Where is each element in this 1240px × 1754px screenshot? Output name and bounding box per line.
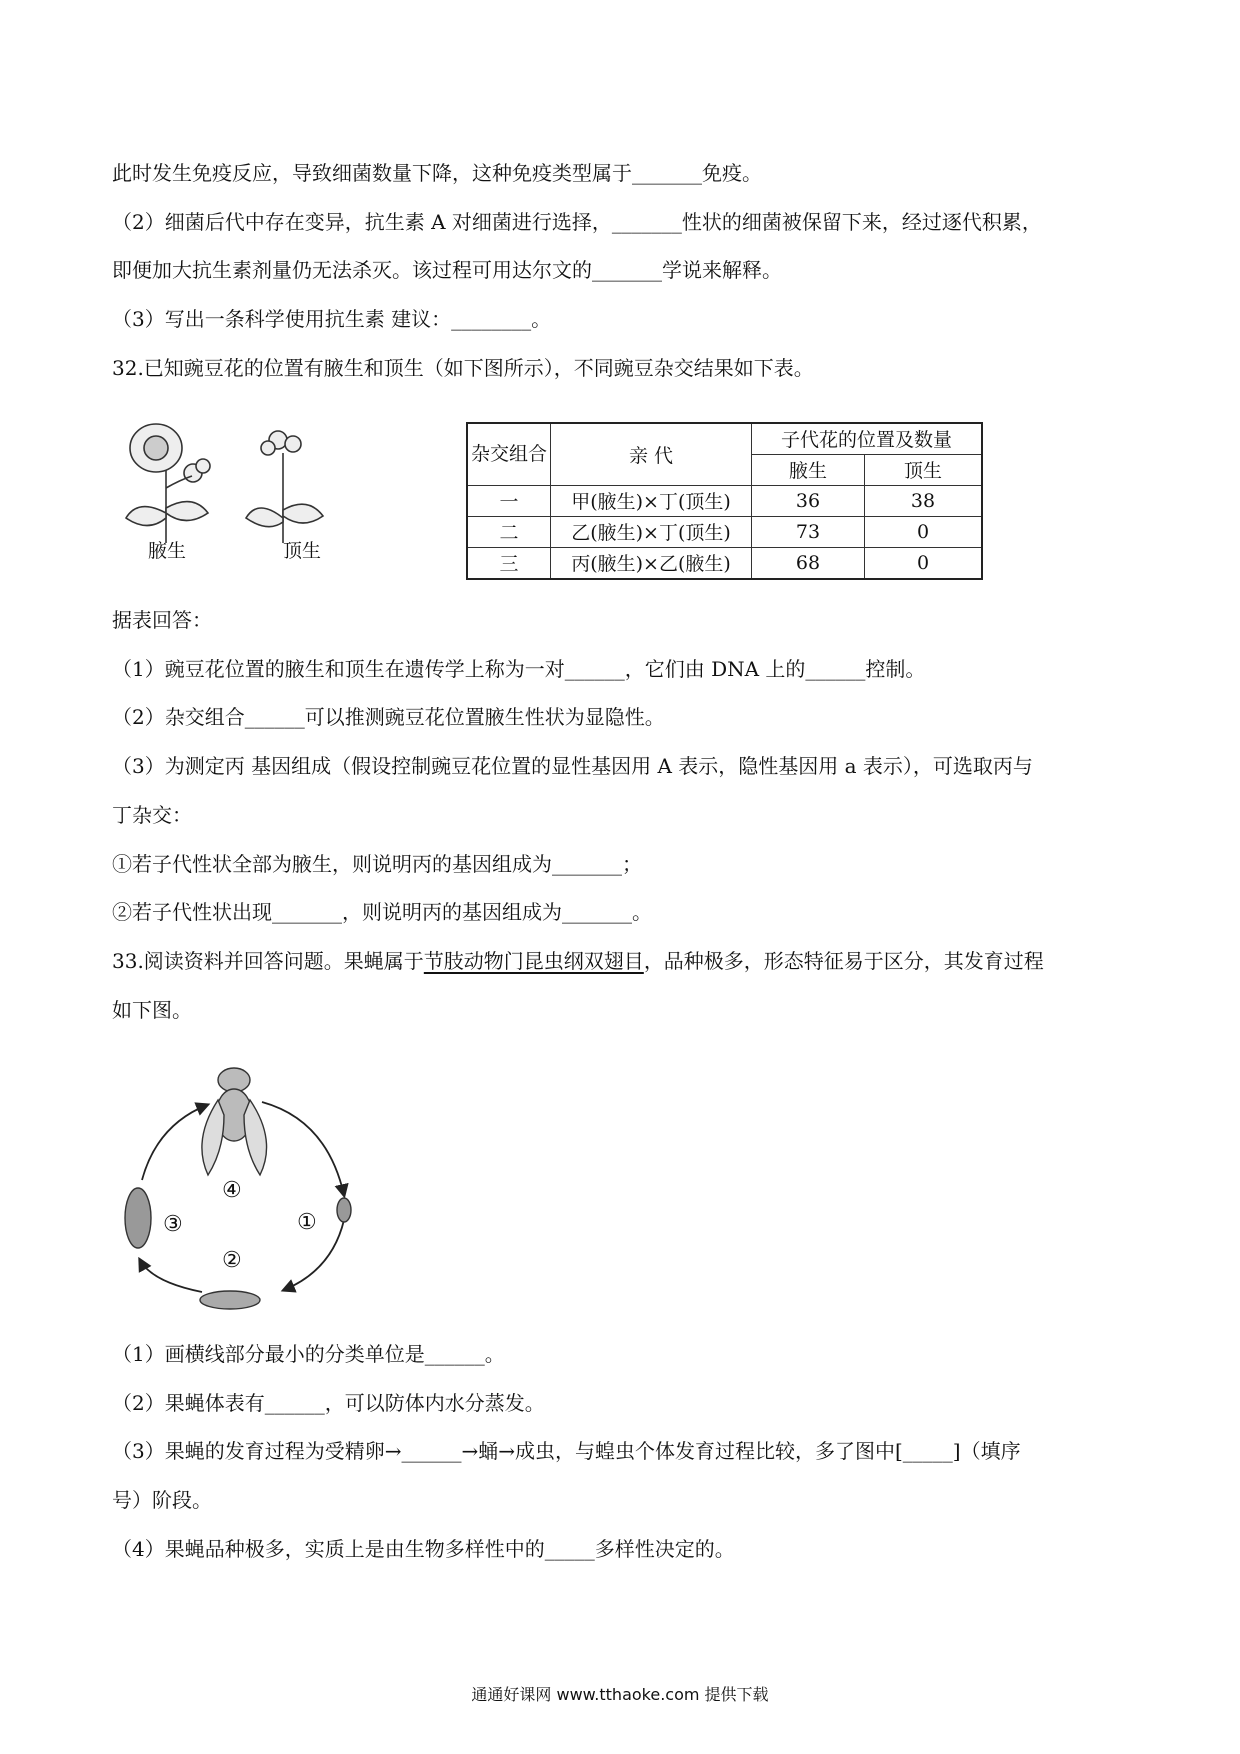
q33-sub4: （4）果蝇品种极多，实质上是由生物多样性中的_____多样性决定的。 (112, 1537, 735, 1561)
q33-sub1: （1）画横线部分最小的分类单位是______。 (112, 1342, 505, 1366)
row-terminal: 0 (865, 516, 983, 547)
q32-sub2: （2）杂交组合______可以推测豌豆花位置腋生性状为显隐性。 (112, 705, 665, 729)
q33-stem-part-b: ，品种极多，形态特征易于区分，其发育过程 (643, 949, 1044, 973)
terminal-flower-drawing (246, 431, 323, 543)
q32-sub3-line-a: （3）为测定丙 基因组成（假设控制豌豆花位置的显性基因用 A 表示，隐性基因用 a 表示），可选取丙与 (112, 754, 1033, 778)
axillary-flower-drawing (126, 424, 210, 543)
page-footer: 通通好课网 www.tthaoke.com 提供下载 (471, 1685, 769, 1704)
header-offspring: 子代花的位置及数量 (752, 423, 983, 454)
row-id: 一 (467, 485, 551, 516)
row-axillary: 36 (752, 485, 865, 516)
q33-stem-line2: 如下图。 (112, 998, 192, 1022)
stage-number-2: ② (222, 1248, 242, 1273)
q31-line1: 此时发生免疫反应，导致细菌数量下降，这种免疫类型属于_______免疫。 (112, 161, 762, 185)
row-terminal: 38 (865, 485, 983, 516)
q32-option2: ②若子代性状出现_______，则说明丙的基因组成为_______。 (112, 900, 652, 924)
header-parent: 亲 代 (551, 423, 752, 485)
row-id: 二 (467, 516, 551, 547)
pupa-drawing (125, 1188, 151, 1248)
row-id: 三 (467, 547, 551, 579)
table-row (467, 485, 982, 516)
q33-stem-part-a: 33.阅读资料并回答问题。果蝇属于 (112, 949, 424, 973)
q32-lead: 据表回答： (112, 608, 212, 632)
egg-drawing (337, 1198, 351, 1222)
row-parent: 丙(腋生)×乙(腋生) (551, 547, 752, 579)
q32-stem: 32.已知豌豆花的位置有腋生和顶生（如下图所示），不同豌豆杂交结果如下表。 (112, 356, 814, 380)
q33-sub3-line-b: 号）阶段。 (112, 1488, 212, 1512)
adult-fly-drawing (202, 1068, 267, 1175)
row-axillary: 73 (752, 516, 865, 547)
terminal-label: 顶生 (283, 540, 322, 562)
q33-sub2: （2）果蝇体表有______，可以防体内水分蒸发。 (112, 1391, 545, 1415)
row-terminal: 0 (865, 547, 983, 579)
row-parent: 甲(腋生)×丁(顶生) (551, 485, 752, 516)
q31-sub3: （3）写出一条科学使用抗生素 建议：________。 (112, 307, 552, 331)
larva-drawing (200, 1291, 260, 1309)
q33-sub3-line-a: （3）果蝇的发育过程为受精卵→______→蛹→成虫，与蝗虫个体发育过程比较，多了图中[_____]（填序 (112, 1439, 1021, 1463)
table-row (467, 547, 982, 579)
axillary-label: 腋生 (148, 540, 187, 562)
stage-number-3: ③ (163, 1212, 183, 1237)
table-row (467, 516, 982, 547)
q33-stem-underlined: 节肢动物门昆虫纲双翅目 (423, 949, 644, 973)
row-parent: 乙(腋生)×丁(顶生) (551, 516, 752, 547)
header-axillary: 腋生 (752, 454, 865, 485)
q32-option1: ①若子代性状全部为腋生，则说明丙的基因组成为_______； (112, 852, 642, 876)
stage-number-1: ① (297, 1210, 317, 1235)
row-axillary: 68 (752, 547, 865, 579)
fruit-fly-life-cycle-figure (112, 1060, 372, 1320)
q32-sub1: （1）豌豆花位置的腋生和顶生在遗传学上称为一对______，它们由 DNA 上的______控制。 (112, 657, 926, 681)
cross-results-table (466, 422, 983, 580)
header-combo: 杂交组合 (467, 423, 551, 485)
q33-stem (112, 947, 1044, 975)
q31-sub2-line-a: （2）细菌后代中存在变异，抗生素 A 对细菌进行选择，_______性状的细菌被保留下来，经过逐代积累， (112, 210, 1042, 234)
q32-sub3-line-b: 丁杂交： (112, 803, 192, 827)
q31-sub2-line-b: 即便加大抗生素剂量仍无法杀灭。该过程可用达尔文的_______学说来解释。 (112, 258, 782, 282)
stage-number-4: ④ (222, 1178, 242, 1203)
header-terminal: 顶生 (865, 454, 983, 485)
